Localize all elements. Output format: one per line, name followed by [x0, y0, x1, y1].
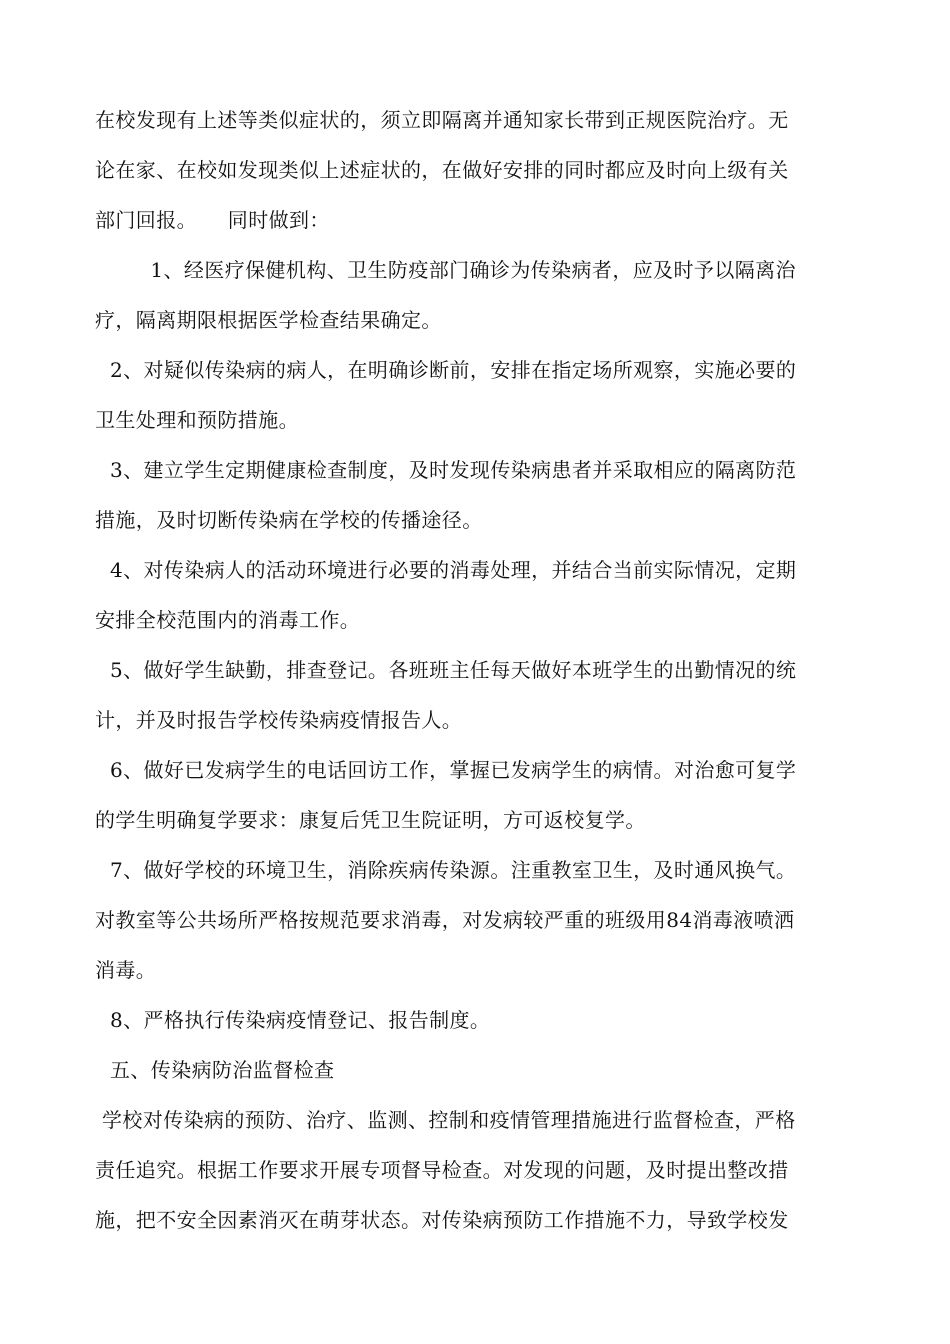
section-heading: 五、传染病防治监督检查	[110, 1058, 335, 1082]
text-line: 部门回报。 同时做到：	[95, 208, 330, 232]
text-line: 对教室等公共场所严格按规范要求消毒，对发病较严重的班级用84消毒液喷洒	[95, 908, 795, 932]
text-line: 措施，及时切断传染病在学校的传播途径。	[95, 508, 483, 532]
text-line: 1、经医疗保健机构、卫生防疫部门确诊为传染病者，应及时予以隔离治	[130, 258, 796, 282]
text-line: 消毒。	[95, 958, 157, 982]
text-line: 8、严格执行传染病疫情登记、报告制度。	[110, 1008, 491, 1032]
text-line: 的学生明确复学要求：康复后凭卫生院证明，方可返校复学。	[95, 808, 646, 832]
text-line: 计，并及时报告学校传染病疫情报告人。	[95, 708, 463, 732]
text-line: 安排全校范围内的消毒工作。	[95, 608, 361, 632]
text-line: 6、做好已发病学生的电话回访工作，掌握已发病学生的病情。对治愈可复学	[110, 758, 797, 782]
text-line: 3、建立学生定期健康检查制度，及时发现传染病患者并采取相应的隔离防范	[110, 458, 797, 482]
text-line: 5、做好学生缺勤，排查登记。各班班主任每天做好本班学生的出勤情况的统	[110, 658, 797, 682]
text-line: 在校发现有上述等类似症状的，须立即隔离并通知家长带到正规医院治疗。无	[95, 108, 789, 132]
text-line: 2、对疑似传染病的病人，在明确诊断前，安排在指定场所观察，实施必要的	[110, 358, 797, 382]
text-line: 学校对传染病的预防、治疗、监测、控制和疫情管理措施进行监督检查，严格	[102, 1108, 796, 1132]
text-line: 7、做好学校的环境卫生，消除疾病传染源。注重教室卫生，及时通风换气。	[110, 858, 797, 882]
text-line: 疗，隔离期限根据医学检查结果确定。	[95, 308, 442, 332]
text-line: 卫生处理和预防措施。	[95, 408, 299, 432]
text-line: 论在家、在校如发现类似上述症状的，在做好安排的同时都应及时向上级有关	[95, 158, 789, 182]
text-line: 4、对传染病人的活动环境进行必要的消毒处理，并结合当前实际情况，定期	[110, 558, 797, 582]
text-line: 施，把不安全因素消灭在萌芽状态。对传染病预防工作措施不力，导致学校发	[95, 1208, 789, 1232]
text-line: 责任追究。根据工作要求开展专项督导检查。对发现的问题，及时提出整改措	[95, 1158, 789, 1182]
